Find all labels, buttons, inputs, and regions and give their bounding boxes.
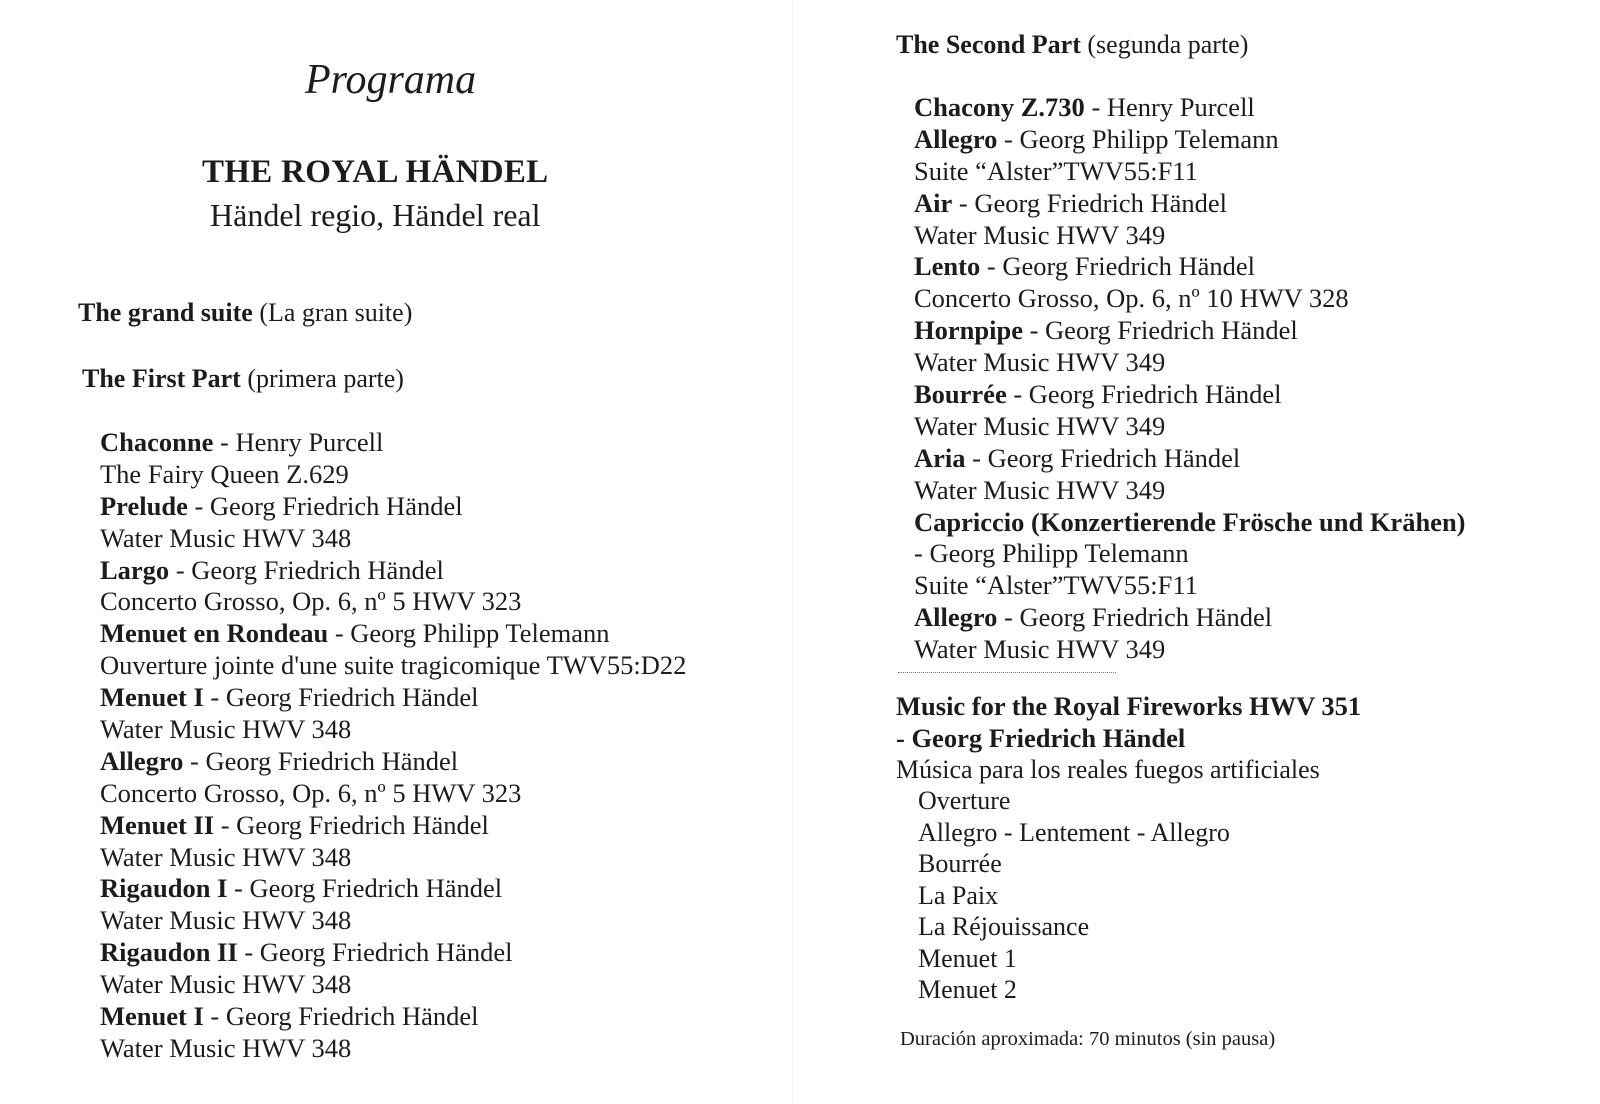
second-part-heading	[896, 30, 1248, 60]
piece-source: Concerto Grosso, Op. 6, nº 10 HWV 328	[914, 283, 1349, 314]
program-entry	[914, 251, 1466, 283]
grand-suite-translation: (La gran suite)	[259, 298, 413, 327]
piece-title: Allegro	[100, 745, 184, 776]
second-part-title: The Second Part	[896, 30, 1081, 59]
second-part-translation: (segunda parte)	[1087, 30, 1249, 59]
program-entry	[100, 746, 686, 778]
fireworks-spanish-title: Música para los reales fuegos artificiales	[896, 755, 1320, 784]
piece-composer: - Georg Philipp Telemann	[328, 618, 610, 649]
piece-composer: - Georg Friedrich Händel	[952, 187, 1227, 218]
piece-title: Largo	[100, 554, 170, 585]
program-entry	[100, 491, 686, 523]
program-entry	[100, 1001, 686, 1033]
piece-source: Water Music HWV 348	[100, 714, 352, 745]
piece-composer: - Georg Friedrich Händel	[169, 554, 444, 585]
grand-suite-title: The grand suite	[78, 298, 253, 327]
piece-title: Rigaudon I	[100, 873, 228, 904]
fireworks-movements-list	[896, 785, 1361, 1006]
programa-heading: Programa	[305, 57, 477, 103]
piece-title: Menuet II	[100, 809, 215, 840]
piece-source: Water Music HWV 349	[914, 634, 1166, 665]
program-entry	[914, 379, 1466, 411]
movement-item: La Réjouissance	[918, 912, 1090, 941]
piece-composer: - Georg Friedrich Händel	[965, 442, 1241, 473]
concert-title: THE ROYAL HÄNDEL	[202, 154, 549, 190]
program-entry	[100, 810, 686, 842]
piece-composer: - Henry Purcell	[213, 427, 384, 457]
left-page	[0, 0, 790, 1104]
movement-item: La Paix	[918, 880, 999, 910]
movement-item: Overture	[918, 786, 1011, 815]
fireworks-title: Music for the Royal Fireworks HWV 351	[896, 691, 1362, 721]
first-part-heading	[82, 364, 404, 394]
piece-composer: - Georg Friedrich Händel	[183, 745, 459, 776]
piece-title: Allegro	[914, 602, 998, 633]
piece-source: Suite “Alster”TWV55:F11	[914, 155, 1198, 186]
grand-suite-heading	[78, 298, 412, 328]
piece-composer: - Georg Friedrich Händel	[997, 602, 1273, 633]
first-part-translation: (primera parte)	[247, 364, 404, 393]
duration-note: Duración aproximada: 70 minutos (sin pausa)	[900, 1028, 1276, 1050]
program-entry	[100, 682, 686, 714]
piece-title: Aria	[914, 442, 966, 473]
piece-title: Bourrée	[914, 379, 1007, 410]
piece-composer: - Georg Friedrich Händel	[187, 490, 463, 521]
right-page	[790, 0, 1600, 1104]
piece-source: Water Music HWV 348	[100, 522, 352, 553]
piece-composer: - Georg Friedrich Händel	[1022, 315, 1298, 346]
piece-title: Chaconne	[100, 427, 214, 457]
program-entry	[914, 315, 1466, 347]
first-part-title: The First Part	[82, 364, 241, 393]
fireworks-composer: - Georg Friedrich Händel	[896, 723, 1186, 753]
program-entry	[100, 937, 686, 969]
first-part-program-list	[100, 427, 686, 1065]
piece-source: Water Music HWV 348	[100, 905, 352, 936]
piece-composer: - Georg Friedrich Händel	[214, 809, 489, 840]
dotted-separator	[898, 672, 1116, 673]
piece-source: Water Music HWV 348	[100, 969, 352, 1000]
program-entry	[100, 427, 686, 459]
piece-title: Rigaudon II	[100, 937, 238, 968]
piece-composer: - Georg Friedrich Händel	[1006, 379, 1282, 410]
piece-title: Chacony Z.730	[914, 92, 1085, 122]
piece-title: Air	[914, 187, 953, 218]
piece-composer: - Georg Friedrich Händel	[237, 937, 513, 968]
piece-composer-line: - Georg Philipp Telemann	[914, 538, 1189, 569]
piece-composer: - Henry Purcell	[1084, 92, 1255, 122]
movement-item: Allegro - Lentement - Allegro	[918, 817, 1230, 847]
piece-title: Menuet I	[100, 1001, 204, 1032]
second-part-program-list	[914, 92, 1466, 666]
piece-source: Water Music HWV 348	[100, 1032, 352, 1063]
piece-composer: - Georg Friedrich Händel	[980, 251, 1255, 282]
piece-source: Water Music HWV 349	[914, 347, 1166, 378]
program-entry	[914, 188, 1466, 220]
fireworks-section	[896, 690, 1361, 1006]
piece-source: Water Music HWV 349	[914, 474, 1166, 505]
program-entry	[914, 602, 1466, 634]
movement-item: Bourrée	[918, 849, 1002, 878]
piece-source: Water Music HWV 349	[914, 410, 1166, 441]
movement-item: Menuet 2	[918, 975, 1017, 1004]
piece-source: Water Music HWV 348	[100, 841, 352, 872]
program-entry	[100, 873, 686, 905]
program-entry	[914, 124, 1466, 156]
piece-source: The Fairy Queen Z.629	[100, 458, 349, 489]
piece-title: Menuet I	[100, 682, 204, 713]
program-entry	[914, 507, 1466, 539]
piece-composer: - Georg Friedrich Händel	[203, 1001, 479, 1032]
concert-subtitle: Händel regio, Händel real	[210, 197, 541, 233]
piece-title: Prelude	[100, 490, 188, 521]
piece-source: Ouverture jointe d'une suite tragicomique TWV55:D22	[100, 650, 687, 681]
piece-title: Allegro	[914, 123, 998, 154]
piece-source: Concerto Grosso, Op. 6, nº 5 HWV 323	[100, 586, 522, 617]
program-entry	[914, 92, 1466, 124]
piece-title: Hornpipe	[914, 315, 1023, 346]
program-entry	[100, 555, 686, 587]
piece-source: Suite “Alster”TWV55:F11	[914, 570, 1198, 601]
movement-item: Menuet 1	[918, 943, 1017, 973]
piece-composer: - Georg Friedrich Händel	[227, 873, 503, 904]
piece-source: Concerto Grosso, Op. 6, nº 5 HWV 323	[100, 777, 522, 808]
program-entry	[914, 443, 1466, 475]
piece-composer: - Georg Friedrich Händel	[203, 682, 479, 713]
piece-title: Menuet en Rondeau	[100, 618, 329, 649]
piece-title: Lento	[914, 251, 981, 282]
piece-title: Capriccio (Konzertierende Frösche und Krähen)	[914, 506, 1466, 537]
program-entry	[100, 618, 686, 650]
piece-source: Water Music HWV 349	[914, 219, 1166, 250]
piece-composer: - Georg Philipp Telemann	[997, 123, 1279, 154]
